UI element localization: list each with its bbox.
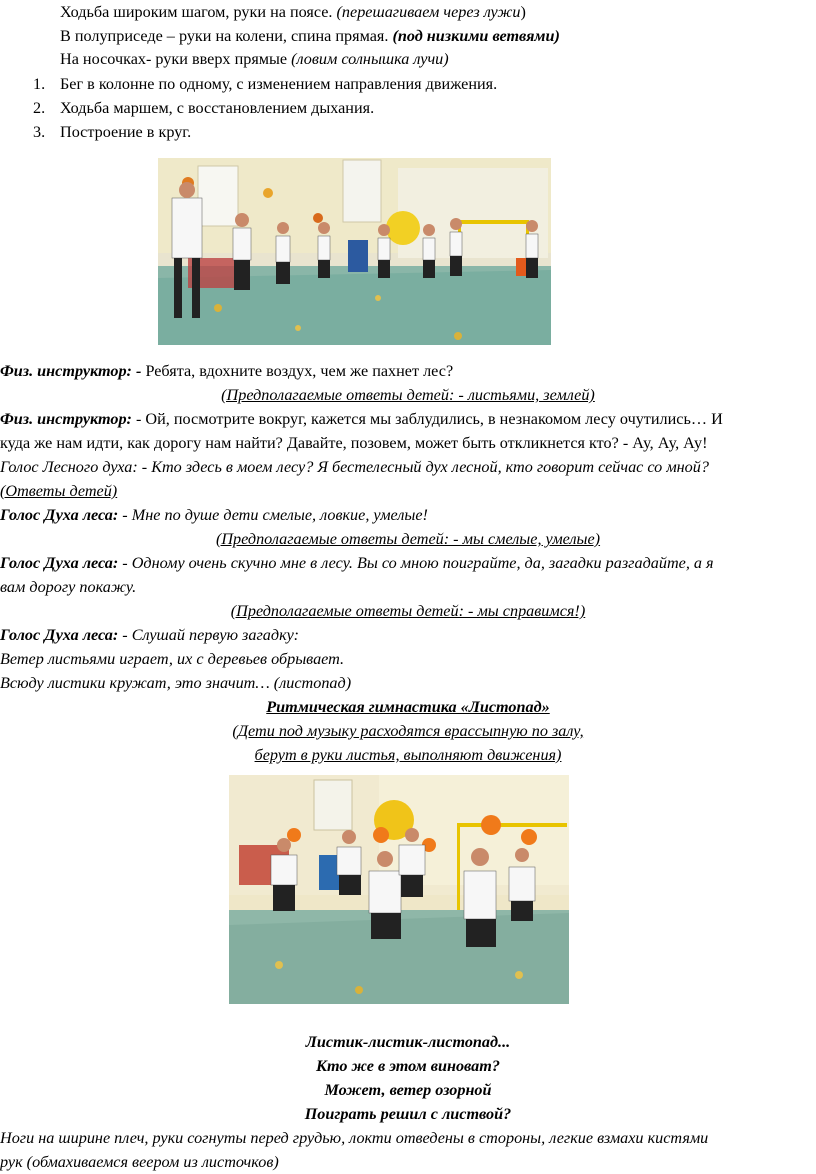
instruction-line-3: На носочках- руки вверх прямые (ловим солнышка лучи) — [60, 50, 449, 68]
dialog-line: Голос Духа леса: - Слушай первую загадку: — [0, 626, 299, 644]
riddle-line: Ветер листьями играет, их с деревьев обрывает. — [0, 650, 345, 668]
dialog-line: (Ответы детей) — [0, 482, 118, 500]
dialog-line: (Предполагаемые ответы детей: - мы справимся!) — [230, 602, 586, 620]
exercise-description: Ноги на ширине плеч, руки согнуты перед грудью, локти отведены в стороны, легкие взмахи кистями — [0, 1129, 709, 1147]
instruction-line-1: Ходьба широким шагом, руки на поясе. (перешагиваем через лужи) — [60, 3, 526, 21]
exercise-description: рук (обмахиваемся веером из листочков) — [0, 1153, 279, 1171]
dialog-line: Голос Духа леса: - Мне по душе дети смелые, ловкие, умелые! — [0, 506, 428, 524]
poem-line: Поиграть решил с листвой? — [304, 1105, 512, 1123]
stage-direction: берут в руки листья, выполняют движения) — [254, 746, 562, 764]
poem-line: Может, ветер озорной — [324, 1081, 492, 1099]
photo-children-leaves — [229, 775, 569, 1004]
dialog-line: Физ. инструктор: - Ой, посмотрите вокруг, кажется мы заблудились, в незнакомом лесу очутились… И — [0, 410, 723, 428]
dialog-line: куда же нам идти, как дорогу нам найти? Давайте, позовем, может быть откликнется кто? - Ау, Ау, Ау! — [0, 434, 708, 452]
dialog-line: Физ. инструктор: - Ребята, вдохните воздух, чем же пахнет лес? — [0, 362, 454, 380]
dialog-line: вам дорогу покажу. — [0, 578, 137, 596]
dialog-line: Голос Духа леса: - Одному очень скучно мне в лесу. Вы со мною поиграйте, да, загадки разгадайте, а я — [0, 554, 714, 572]
dialog-line: (Предполагаемые ответы детей: - мы смелые, умелые) — [215, 530, 601, 548]
poem-line: Листик-листик-листопад... — [305, 1033, 511, 1051]
stage-direction: (Дети под музыку расходятся врассыпную по залу, — [232, 722, 584, 740]
riddle-line: Всюду листики кружат, это значит… (листопад) — [0, 674, 352, 692]
poem-line: Кто же в этом виноват? — [316, 1057, 500, 1075]
dialog-line: (Предполагаемые ответы детей: - листьями, землей) — [221, 386, 595, 404]
dialog-line: Голос Лесного духа: - Кто здесь в моем лесу? Я бестелесный дух лесной, кто говорит сейчас со мной? — [0, 458, 709, 476]
photo-children-warmup — [158, 158, 551, 345]
instruction-line-2: В полуприседе – руки на колени, спина прямая. (под низкими ветвями) — [60, 27, 560, 45]
section-heading: Ритмическая гимнастика «Листопад» — [266, 698, 550, 716]
